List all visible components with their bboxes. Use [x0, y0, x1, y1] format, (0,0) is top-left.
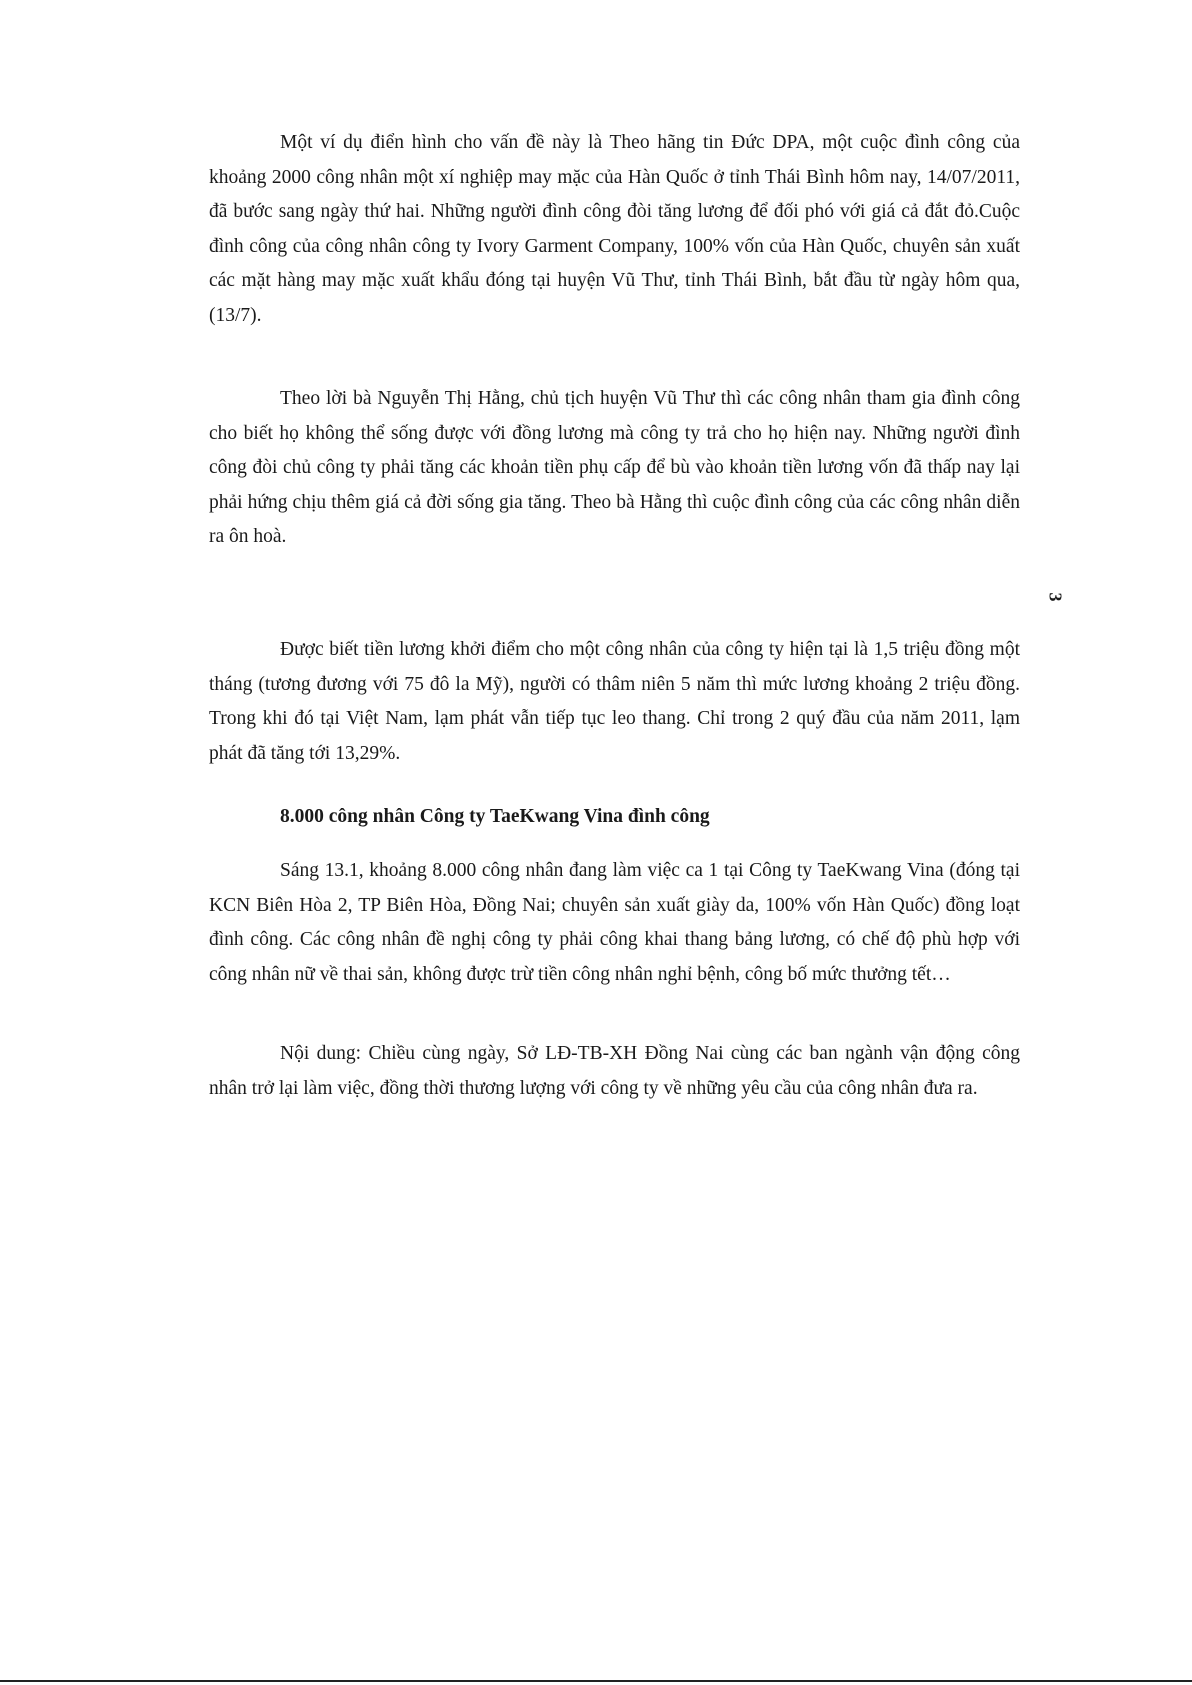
section-heading: 8.000 công nhân Công ty TaeKwang Vina đình công [280, 806, 710, 827]
paragraph-wages-inflation: Được biết tiền lương khởi điểm cho một công nhân của công ty hiện tại là 1,5 triệu đồng một tháng (tương đương với 75 đô la Mỹ), người có thâm niên 5 năm thì mức lương khoảng 2 triệu đồng. Trong khi đó tại Việt Nam, lạm phát vẫn tiếp tục leo thang. Chỉ trong 2 quý đầu của năm 2011, lạm phát đã tăng tới 13,29%. [209, 639, 1020, 764]
paragraph-intro-strike: Một ví dụ điển hình cho vấn đề này là Theo hãng tin Đức DPA, một cuộc đình công của khoảng 2000 công nhân một xí nghiệp may mặc của Hàn Quốc ở tỉnh Thái Bình hôm nay, 14/07/2011, đã bước sang ngày thứ hai. Những người đình công đòi tăng lương để đối phó với giá cả đắt đỏ.Cuộc đình công của công nhân công ty Ivory Garment Company, 100% vốn của Hàn Quốc, chuyên sản xuất các mặt hàng may mặc xuất khẩu đóng tại huyện Vũ Thư, tỉnh Thái Bình, bắt đầu từ ngày hôm qua, (13/7). [209, 132, 1020, 326]
paragraph-negotiation: Nội dung: Chiều cùng ngày, Sở LĐ-TB-XH Đồng Nai cùng các ban ngành vận động công nhân trở lại làm việc, đồng thời thương lượng với công ty về những yêu cầu của công nhân đưa ra. [209, 1043, 1020, 1099]
paragraph-taekwang-strike: Sáng 13.1, khoảng 8.000 công nhân đang làm việc ca 1 tại Công ty TaeKwang Vina (đóng tại KCN Biên Hòa 2, TP Biên Hòa, Đồng Nai; chuyên sản xuất giày da, 100% vốn Hàn Quốc) đồng loạt đình công. Các công nhân đề nghị công ty phải công khai thang bảng lương, có chế độ phù hợp với công nhân nữ về thai sản, không được trừ tiền công nhân nghỉ bệnh, công bố mức thưởng tết… [209, 860, 1020, 985]
bottom-edge-line [0, 1680, 1192, 1682]
page-number: 3 [1045, 592, 1066, 602]
paragraph-chairwoman-statement: Theo lời bà Nguyễn Thị Hằng, chủ tịch huyện Vũ Thư thì các công nhân tham gia đình công cho biết họ không thể sống được với đồng lương mà công ty trả cho họ hiện nay. Những người đình công đòi chủ công ty phải tăng các khoản tiền phụ cấp để bù vào khoản tiền lương vốn đã thấp nay lại phải hứng chịu thêm giá cả đời sống gia tăng. Theo bà Hằng thì cuộc đình công của các công nhân diễn ra ôn hoà. [209, 388, 1020, 548]
